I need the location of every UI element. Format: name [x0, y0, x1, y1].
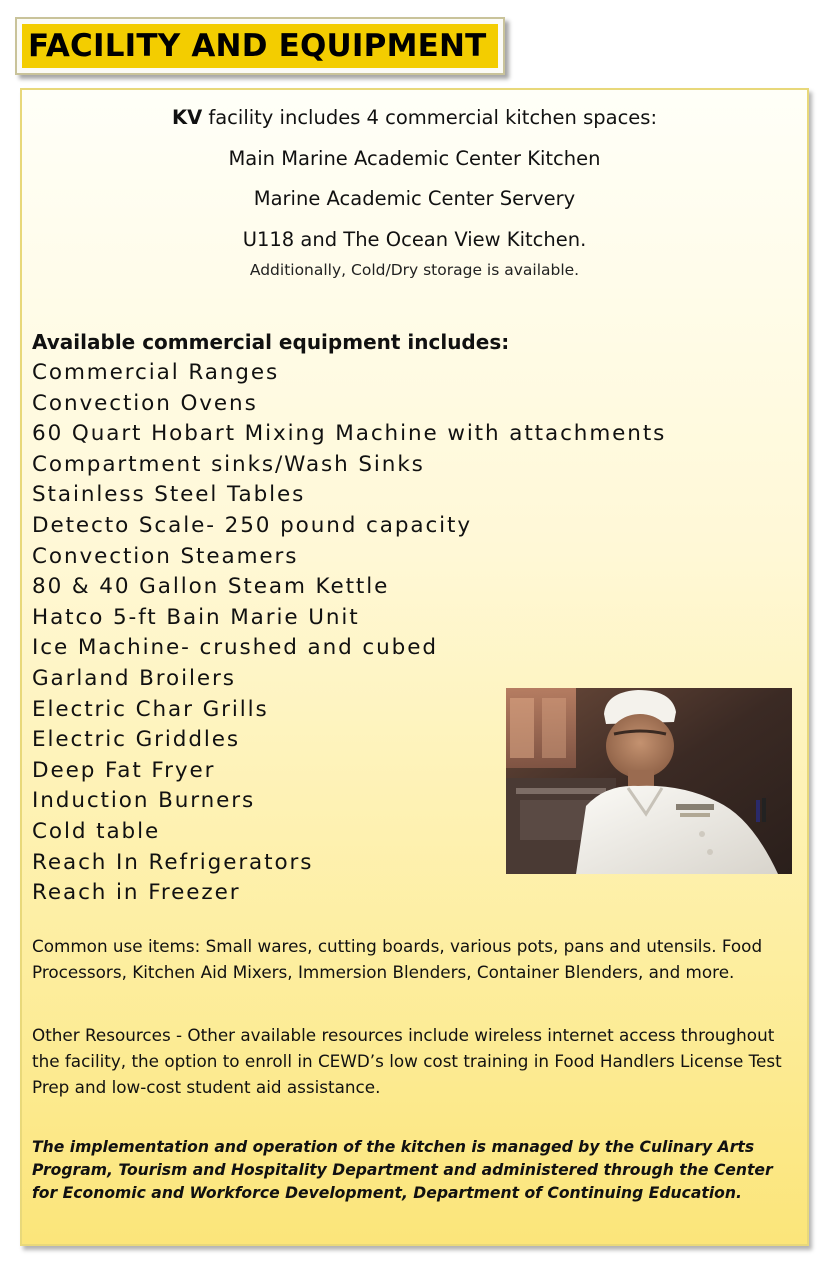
intro-line-1-text: facility includes 4 commercial kitchen spaces:: [202, 106, 658, 129]
equipment-item: Reach in Freezer: [32, 880, 241, 906]
equipment-item: 60 Quart Hobart Mixing Machine with attachments: [32, 421, 667, 447]
intro-line-4: U118 and The Ocean View Kitchen.: [242, 227, 587, 251]
equipment-item: Hatco 5-ft Bain Marie Unit: [32, 604, 360, 630]
intro-line-2: Main Marine Academic Center Kitchen: [228, 146, 601, 170]
equipment-item: Convection Steamers: [32, 543, 299, 569]
equipment-item: Induction Burners: [32, 788, 256, 814]
chef-photo: [506, 688, 792, 874]
content-panel: [20, 88, 809, 1246]
page-title: FACILITY AND EQUIPMENT: [28, 28, 487, 64]
intro-line-1: [22, 98, 807, 139]
title-highlight: [22, 24, 498, 68]
implementation-paragraph: The implementation and operation of the kitchen is managed by the Culinary Arts Program, Tourism and Hospitality Department and administered through the Center for Economic and Workforce Development, Department of Continuing Education.: [32, 1138, 773, 1202]
storage-note: Additionally, Cold/Dry storage is available.: [249, 261, 580, 279]
equipment-item: 80 & 40 Gallon Steam Kettle: [32, 574, 390, 600]
common-use-paragraph: Common use items: Small wares, cutting boards, various pots, pans and utensils. Food Processors, Kitchen Aid Mixers, Immersion Blenders, Container Blenders, and more.: [32, 936, 763, 982]
other-resources-paragraph: Other Resources - Other available resources include wireless internet access throughout the facility, the option to enroll in CEWD’s low cost training in Food Handlers License Test Prep and low-cost student aid assistance.: [32, 1025, 782, 1097]
equipment-item: Compartment sinks/Wash Sinks: [32, 451, 425, 477]
intro-line-3: Marine Academic Center Servery: [253, 187, 576, 210]
equipment-item: Detecto Scale- 250 pound capacity: [32, 512, 472, 538]
equipment-item: Deep Fat Fryer: [32, 757, 216, 783]
equipment-item: Stainless Steel Tables: [32, 482, 306, 508]
equipment-item: Electric Char Grills: [32, 696, 269, 722]
kv-label: KV: [171, 106, 203, 129]
title-banner: [15, 17, 505, 75]
equipment-heading: Available commercial equipment includes:: [32, 330, 510, 354]
equipment-item: Ice Machine- crushed and cubed: [32, 635, 438, 661]
facility-intro: [22, 98, 807, 284]
equipment-item: Cold table: [32, 818, 161, 844]
equipment-item: Commercial Ranges: [32, 360, 280, 385]
equipment-item: Electric Griddles: [32, 727, 240, 753]
equipment-item: Garland Broilers: [32, 665, 236, 691]
equipment-item: Convection Ovens: [32, 390, 258, 416]
equipment-item: Reach In Refrigerators: [32, 849, 314, 875]
